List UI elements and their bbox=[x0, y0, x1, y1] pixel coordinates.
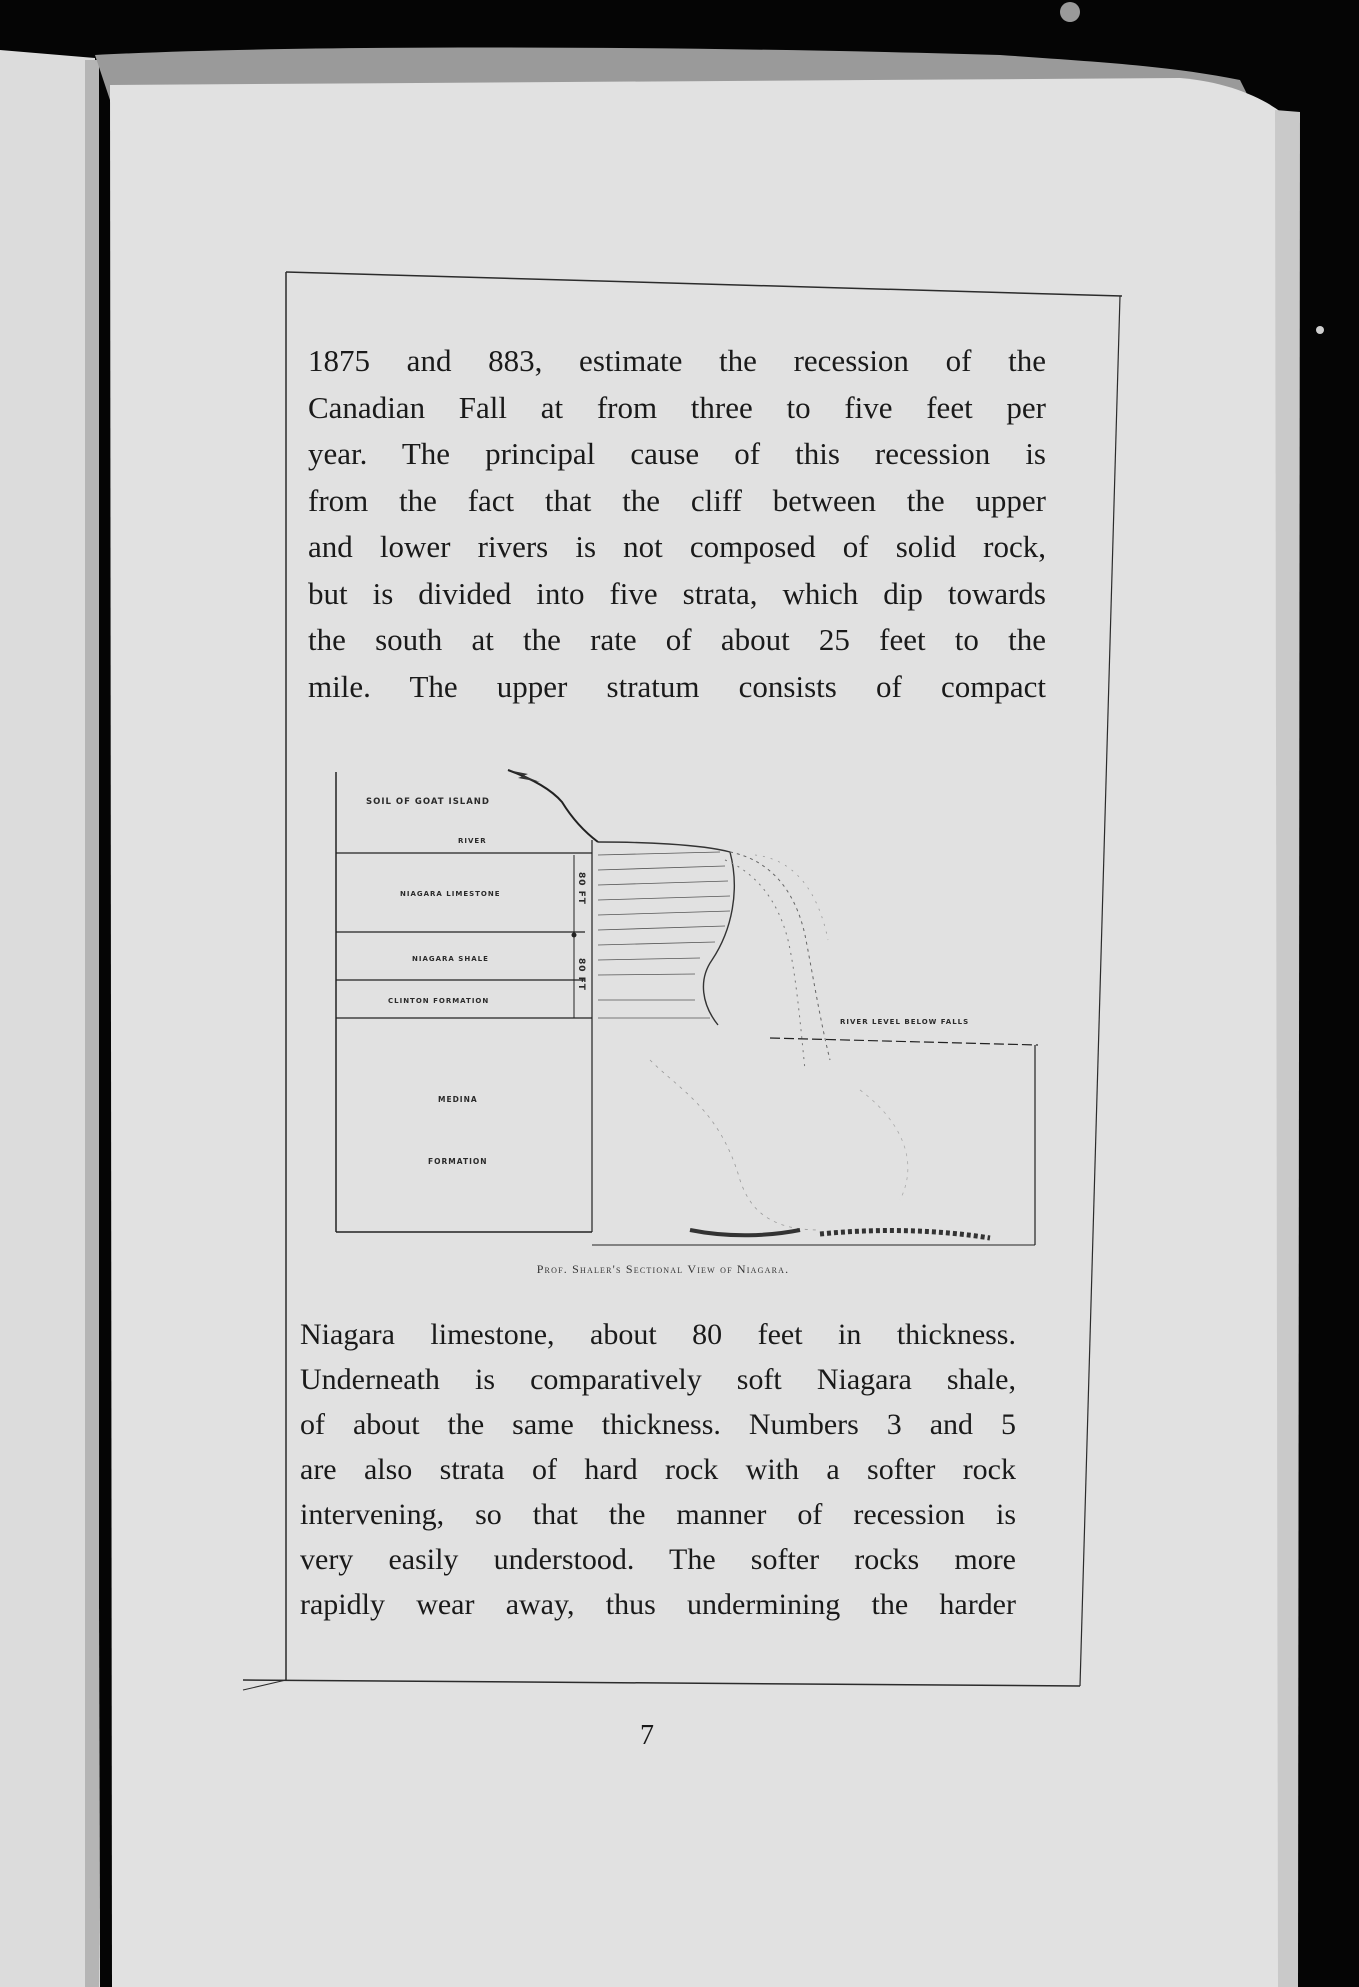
text-line: rapidly wear away, thus undermining the harder bbox=[300, 1588, 1016, 1621]
text-line: and lower rivers is not composed of solid rock, bbox=[308, 529, 1046, 564]
text-line: from the fact that the cliff between the upper bbox=[308, 482, 1046, 518]
label-river-level: RIVER LEVEL BELOW FALLS bbox=[840, 1018, 970, 1026]
label-thickness-1: 80 FT bbox=[576, 872, 586, 905]
label-thickness-2: 80 FT bbox=[576, 958, 586, 991]
label-medina: MEDINA bbox=[438, 1095, 478, 1104]
label-shale: NIAGARA SHALE bbox=[412, 955, 489, 963]
label-limestone: NIAGARA LIMESTONE bbox=[400, 890, 501, 898]
text-line: are also strata of hard rock with a softer rock bbox=[300, 1453, 1016, 1486]
text-line: Canadian Fall at from three to five feet per bbox=[308, 389, 1046, 425]
paragraph-top bbox=[308, 338, 1046, 710]
text-line: 1875 and 883, estimate the recession of the bbox=[308, 343, 1046, 378]
text-line: Niagara limestone, about 80 feet in thickness. bbox=[300, 1318, 1016, 1351]
niagara-section-diagram bbox=[300, 760, 1040, 1260]
label-river: RIVER bbox=[458, 837, 487, 845]
text-line: very easily understood. The softer rocks more bbox=[300, 1543, 1016, 1576]
text-line: the south at the rate of about 25 feet to the bbox=[308, 622, 1046, 657]
text-line: intervening, so that the manner of recession is bbox=[300, 1498, 1016, 1531]
text-line: but is divided into five strata, which dip towards bbox=[308, 575, 1046, 611]
label-clinton: CLINTON FORMATION bbox=[388, 997, 490, 1005]
text-line: Underneath is comparatively soft Niagara shale, bbox=[300, 1363, 1016, 1396]
figure-caption: Prof. Shaler's Sectional View of Niagara. bbox=[536, 1262, 790, 1276]
text-line: of about the same thickness. Numbers 3 and 5 bbox=[300, 1408, 1016, 1441]
label-soil: SOIL OF GOAT ISLAND bbox=[366, 797, 490, 807]
label-formation: FORMATION bbox=[428, 1157, 488, 1166]
paragraph-bottom bbox=[300, 1312, 1016, 1627]
text-line: year. The principal cause of this recession is bbox=[308, 436, 1046, 471]
text-line: mile. The upper stratum consists of compact bbox=[308, 668, 1046, 704]
page-number: 7 bbox=[640, 1720, 654, 1751]
